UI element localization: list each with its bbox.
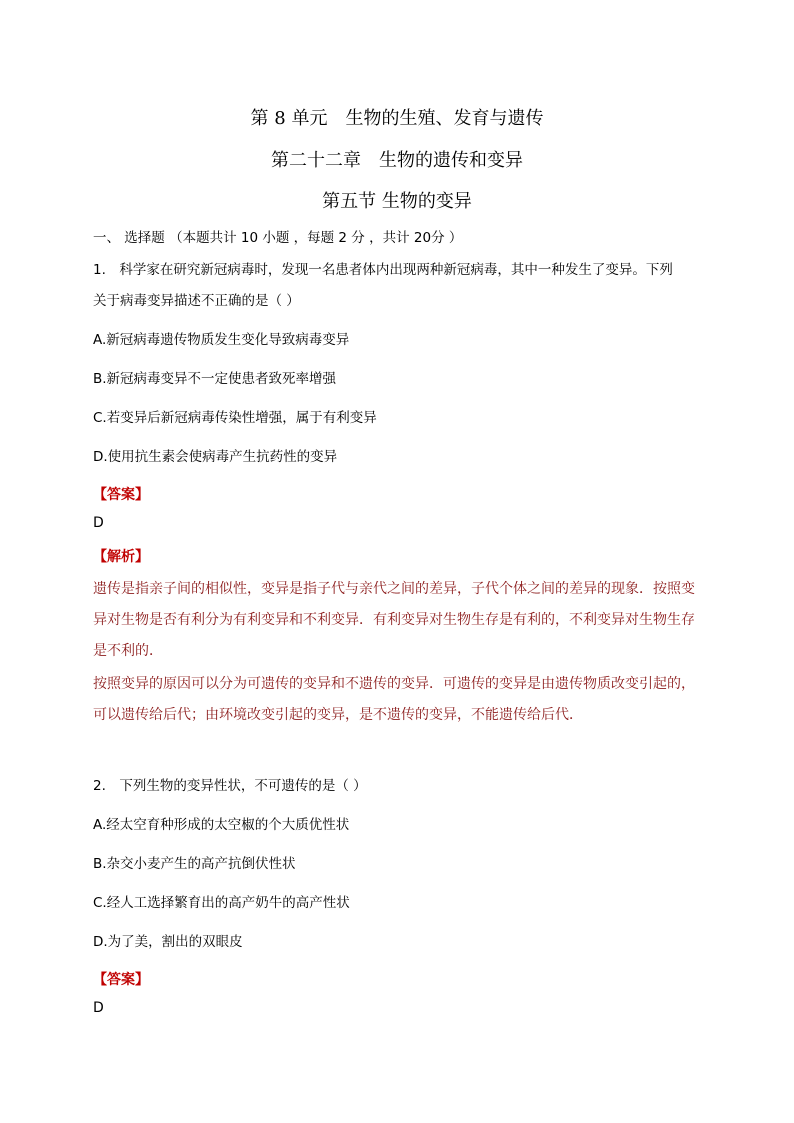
q1-analysis-line1: 遗传是指亲子间的相似性，变异是指子代与亲代之间的差异，子代个体之间的差异的现象．按照变 xyxy=(93,581,695,597)
q1-analysis-line5: 可以遗传给后代；由环境改变引起的变异，是不遗传的变异，不能遗传给后代． xyxy=(93,707,583,723)
q2-option-a: A.经太空育种形成的太空椒的个大质优性状 xyxy=(93,817,350,833)
q1-option-b: B.新冠病毒变异不一定使患者致死率增强 xyxy=(93,371,337,387)
q2-option-c: C.经人工选择繁育出的高产奶牛的高产性状 xyxy=(93,895,350,911)
q1-answer: D xyxy=(93,515,104,531)
q1-analysis-label: 【解析】 xyxy=(93,549,149,565)
q1-answer-label: 【答案】 xyxy=(93,487,149,503)
q2-option-d: D.为了美，割出的双眼皮 xyxy=(93,934,243,950)
q2-answer-label: 【答案】 xyxy=(93,972,149,988)
q1-analysis-line4: 按照变异的原因可以分为可遗传的变异和不遗传的变异．可遗传的变异是由遗传物质改变引起的， xyxy=(93,676,695,692)
q2-stem: 2. 下列生物的变异性状，不可遗传的是（ ） xyxy=(93,778,367,794)
unit-title: 第 8 单元 生物的生殖、发育与遗传 xyxy=(250,108,544,129)
q2-option-b: B.杂交小麦产生的高产抗倒伏性状 xyxy=(93,856,296,872)
chapter-title: 第二十二章 生物的遗传和变异 xyxy=(271,150,523,171)
q1-option-d: D.使用抗生素会使病毒产生抗药性的变异 xyxy=(93,449,338,465)
section-heading: 一、 选择题 （本题共计 10 小题 ，每题 2 分 ，共计 20分 ） xyxy=(93,230,463,246)
q1-stem-line1: 1. 科学家在研究新冠病毒时，发现一名患者体内出现两种新冠病毒，其中一种发生了变异。下列 xyxy=(93,262,673,278)
q1-stem-line2: 关于病毒变异描述不正确的是（ ） xyxy=(93,293,300,309)
q1-option-a: A.新冠病毒遗传物质发生变化导致病毒变异 xyxy=(93,332,350,348)
q1-analysis-line2: 异对生物是否有利分为有利变异和不利变异．有利变异对生物生存是有利的，不利变异对生物生存 xyxy=(93,612,695,628)
q1-option-c: C.若变异后新冠病毒传染性增强，属于有利变异 xyxy=(93,410,377,426)
q2-answer: D xyxy=(93,1000,104,1016)
q1-analysis-line3: 是不利的． xyxy=(93,643,163,659)
section-title: 第五节 生物的变异 xyxy=(322,191,472,212)
